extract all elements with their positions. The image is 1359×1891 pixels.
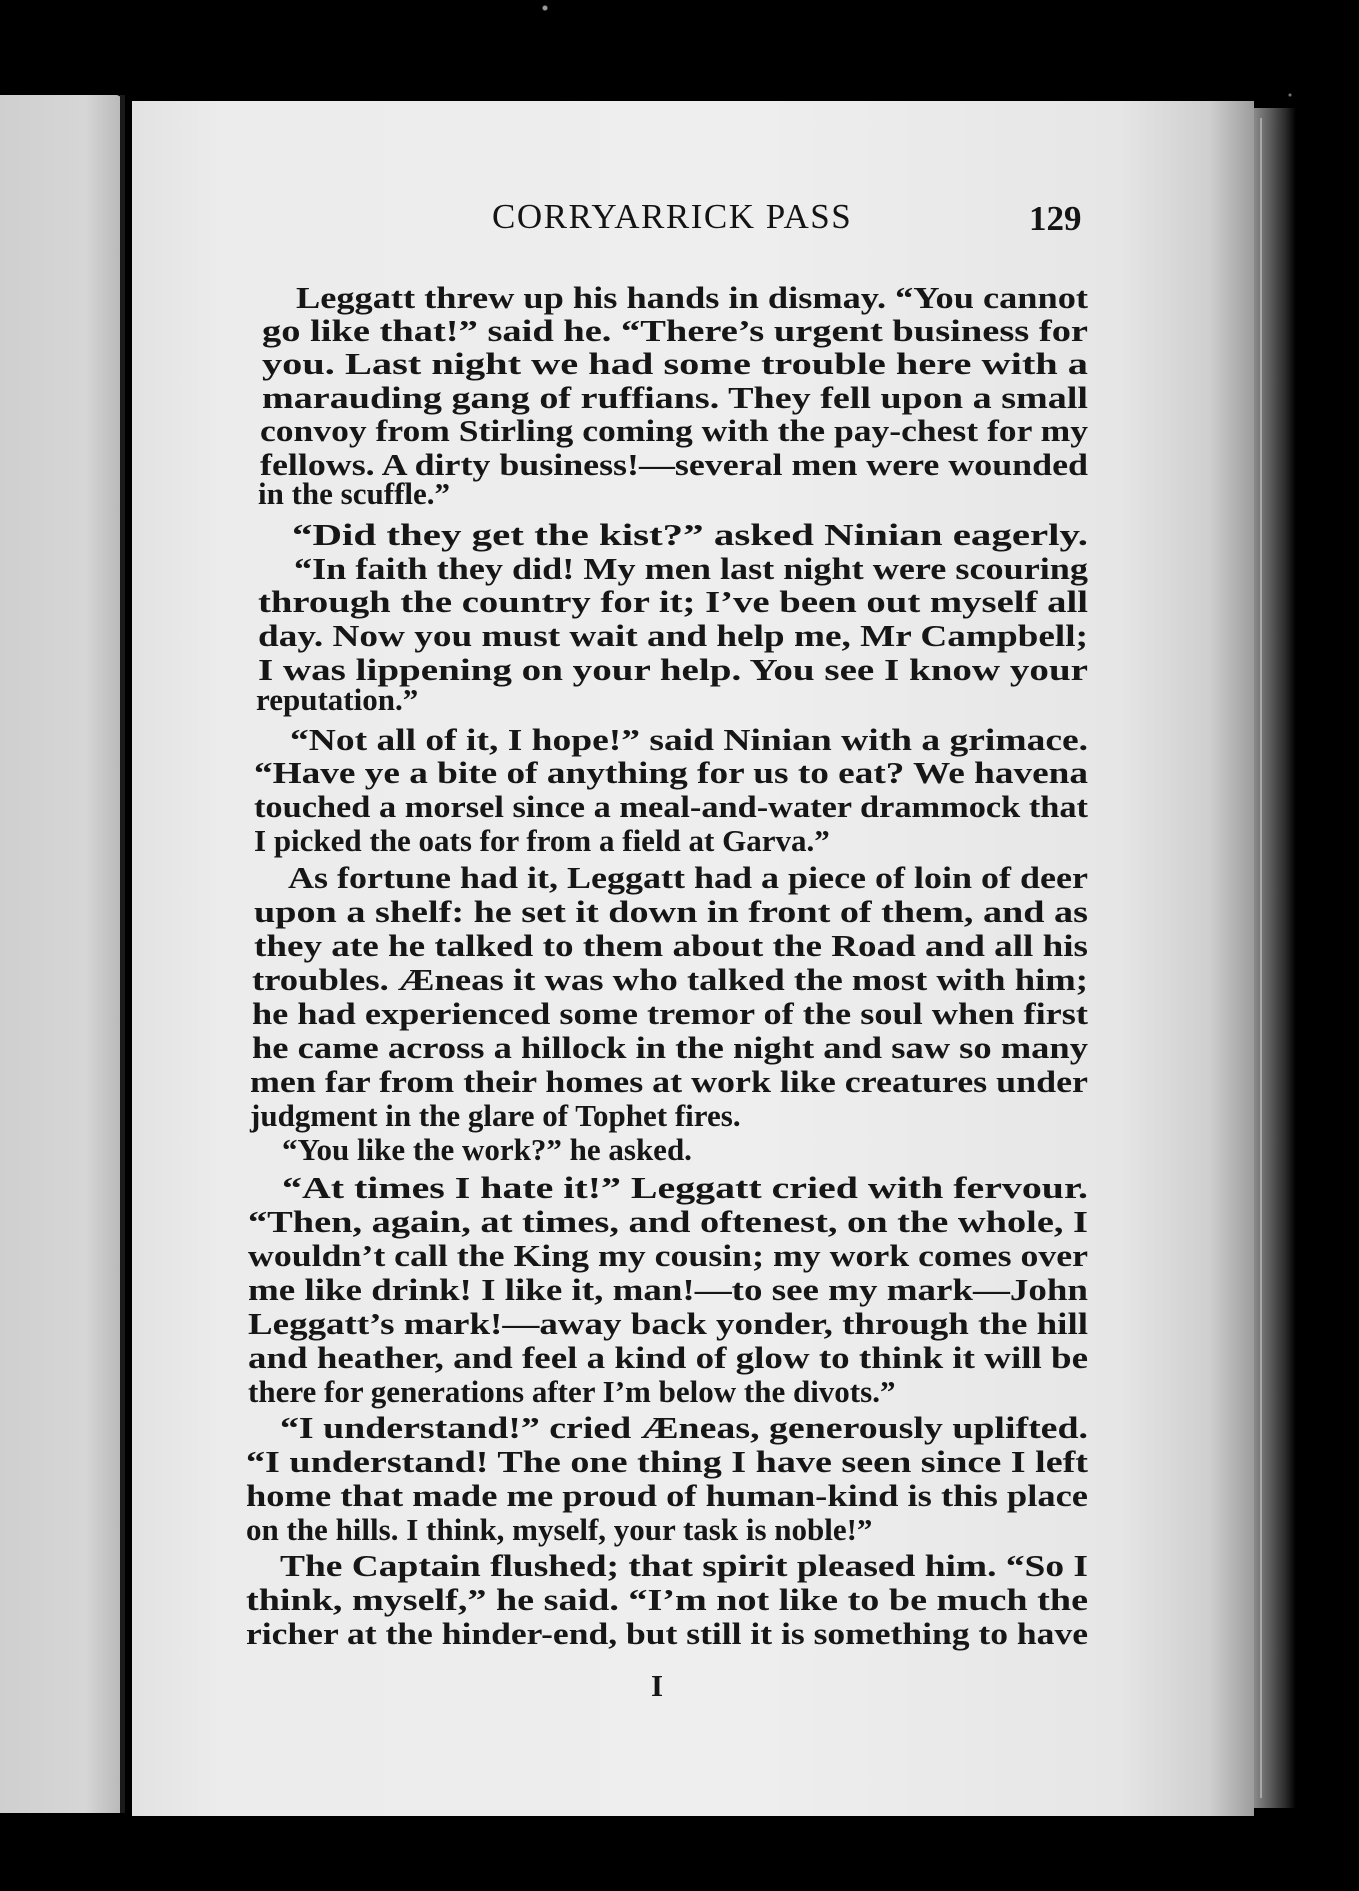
- text-line: fellows. A dirty business!—several men were wounded: [260, 447, 1088, 482]
- text-line: he came across a hillock in the night and saw so many: [252, 1030, 1088, 1065]
- text-line: day. Now you must wait and help me, Mr Campbell;: [258, 618, 1088, 653]
- page-header: [0, 197, 1359, 243]
- text-line: they ate he talked to them about the Road and all his: [254, 928, 1088, 963]
- page-fore-edge: [1254, 108, 1296, 1808]
- text-line: on the hills. I think, myself, your task is noble!”: [246, 1512, 873, 1547]
- text-line: upon a shelf: he set it down in front of them, and as: [254, 894, 1088, 929]
- text-line: “I understand!” cried Æneas, generously uplifted.: [280, 1410, 1088, 1445]
- text-line: “Have ye a bite of anything for us to eat? We havena: [254, 755, 1088, 790]
- text-line: The Captain flushed; that spirit pleased him. “So I: [280, 1548, 1088, 1583]
- text-line: richer at the hinder-end, but still it is something to have: [246, 1616, 1088, 1651]
- text-line: As fortune had it, Leggatt had a piece of loin of deer: [288, 860, 1088, 895]
- page-number: 129: [1029, 199, 1082, 238]
- text-line: home that made me proud of human-kind is this place: [246, 1478, 1088, 1513]
- text-line: there for generations after I’m below the divots.”: [248, 1374, 896, 1409]
- text-line: wouldn’t call the King my cousin; my work comes over: [248, 1238, 1088, 1273]
- text-line: “You like the work?” he asked.: [282, 1132, 692, 1167]
- text-line: Leggatt threw up his hands in dismay. “You cannot: [296, 280, 1088, 315]
- text-line: judgment in the glare of Tophet fires.: [250, 1098, 741, 1133]
- text-line: convoy from Stirling coming with the pay-chest for my: [260, 413, 1088, 448]
- book-gutter: [120, 95, 125, 1813]
- text-line: “I understand! The one thing I have seen since I left: [246, 1444, 1088, 1479]
- text-line: me like drink! I like it, man!—to see my mark—John: [248, 1272, 1088, 1307]
- text-line: “In faith they did! My men last night were scouring: [294, 551, 1088, 586]
- text-line: “At times I hate it!” Leggatt cried with fervour.: [282, 1170, 1088, 1205]
- text-line: “Then, again, at times, and oftenest, on the whole, I: [248, 1204, 1088, 1239]
- signature-mark: I: [651, 1668, 664, 1703]
- text-line: men far from their homes at work like creatures under: [250, 1064, 1088, 1099]
- text-line: reputation.”: [256, 682, 419, 717]
- text-line: in the scuffle.”: [258, 476, 451, 511]
- text-line: marauding gang of ruffians. They fell upon a small: [262, 380, 1088, 415]
- text-line: I picked the oats for from a field at Garva.”: [254, 823, 830, 858]
- text-line: go like that!” said he. “There’s urgent business for: [262, 313, 1088, 348]
- text-line: through the country for it; I’ve been out myself all: [258, 584, 1088, 619]
- running-title: CORRYARRICK PASS: [492, 197, 853, 236]
- text-line: Leggatt’s mark!—away back yonder, through the hill: [248, 1306, 1088, 1341]
- text-line: and heather, and feel a kind of glow to think it will be: [248, 1340, 1088, 1375]
- text-line: “Not all of it, I hope!” said Ninian with a grimace.: [290, 722, 1088, 757]
- text-line: touched a morsel since a meal-and-water drammock that: [254, 789, 1088, 824]
- text-line: he had experienced some tremor of the soul when first: [252, 996, 1088, 1031]
- text-line: you. Last night we had some trouble here with a: [262, 346, 1088, 381]
- text-line: “Did they get the kist?” asked Ninian eagerly.: [292, 517, 1088, 552]
- facing-page-edge: [0, 95, 122, 1813]
- text-line: troubles. Æneas it was who talked the most with him;: [252, 962, 1088, 997]
- text-line: think, myself,” he said. “I’m not like to be much the: [246, 1582, 1088, 1617]
- text-line: I was lippening on your help. You see I know your: [258, 652, 1088, 687]
